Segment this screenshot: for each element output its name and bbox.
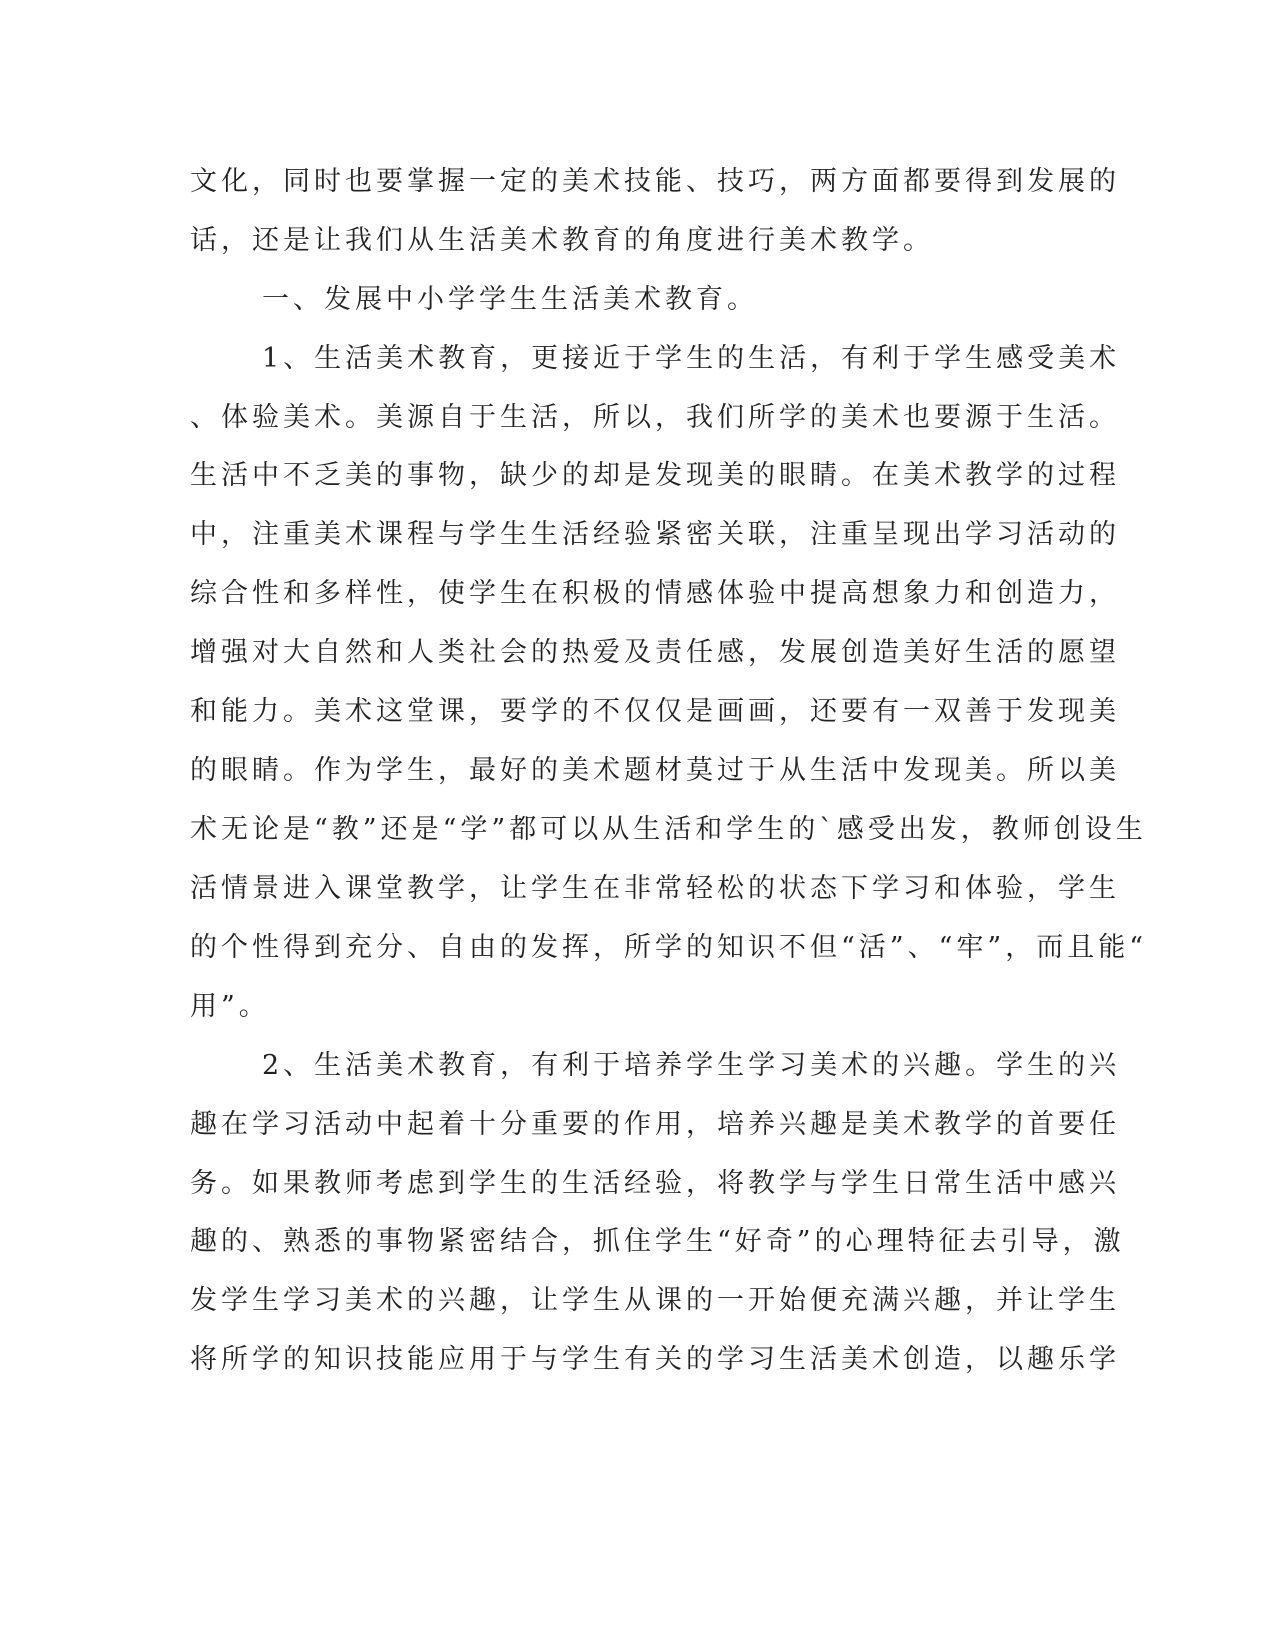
body-text-line: 2、生活美术教育，有利于培养学生学习美术的兴趣。学生的兴 (262, 1050, 1121, 1081)
body-text-line: 综合性和多样性，使学生在积极的情感体验中提高想象力和创造力， (190, 578, 1120, 609)
section-heading: 一、发展中小学学生生活美术教育。 (262, 284, 758, 315)
body-text-line: 趣在学习活动中起着十分重要的作用，培养兴趣是美术教学的首要任 (190, 1109, 1120, 1140)
body-text-line: 话，还是让我们从生活美术教育的角度进行美术教学。 (190, 225, 934, 256)
body-text-line: 用”。 (190, 991, 270, 1022)
body-text-line: 、体验美术。美源自于生活，所以，我们所学的美术也要源于生活。 (190, 402, 1120, 433)
body-text-line: 趣的、熟悉的事物紧密结合，抓住学生“好奇”的心理特征去引导，激 (190, 1226, 1125, 1257)
body-text-line: 1、生活美术教育，更接近于学生的生活，有利于学生感受美术 (262, 343, 1121, 374)
body-text-line: 术无论是“教”还是“学”都可以从生活和学生的`感受出发，教师创设生 (190, 814, 1147, 845)
body-text-line: 的个性得到充分、自由的发挥，所学的知识不但“活”、“牢”，而且能“ (190, 932, 1148, 963)
body-text-line: 将所学的知识技能应用于与学生有关的学习生活美术创造，以趣乐学 (190, 1344, 1120, 1375)
body-text-line: 活情景进入课堂教学，让学生在非常轻松的状态下学习和体验，学生 (190, 873, 1120, 904)
body-text-line: 和能力。美术这堂课，要学的不仅仅是画画，还要有一双善于发现美 (190, 696, 1120, 727)
body-text-line: 文化，同时也要掌握一定的美术技能、技巧，两方面都要得到发展的 (190, 166, 1120, 197)
body-text-line: 发学生学习美术的兴趣，让学生从课的一开始便充满兴趣，并让学生 (190, 1285, 1120, 1316)
body-text-line: 务。如果教师考虑到学生的生活经验，将教学与学生日常生活中感兴 (190, 1168, 1120, 1199)
body-text-line: 中，注重美术课程与学生生活经验紧密关联，注重呈现出学习活动的 (190, 519, 1120, 550)
body-text-line: 增强对大自然和人类社会的热爱及责任感，发展创造美好生活的愿望 (190, 637, 1120, 668)
body-text-line: 的眼睛。作为学生，最好的美术题材莫过于从生活中发现美。所以美 (190, 755, 1120, 786)
body-text-line: 生活中不乏美的事物，缺少的却是发现美的眼睛。在美术教学的过程 (190, 460, 1120, 491)
